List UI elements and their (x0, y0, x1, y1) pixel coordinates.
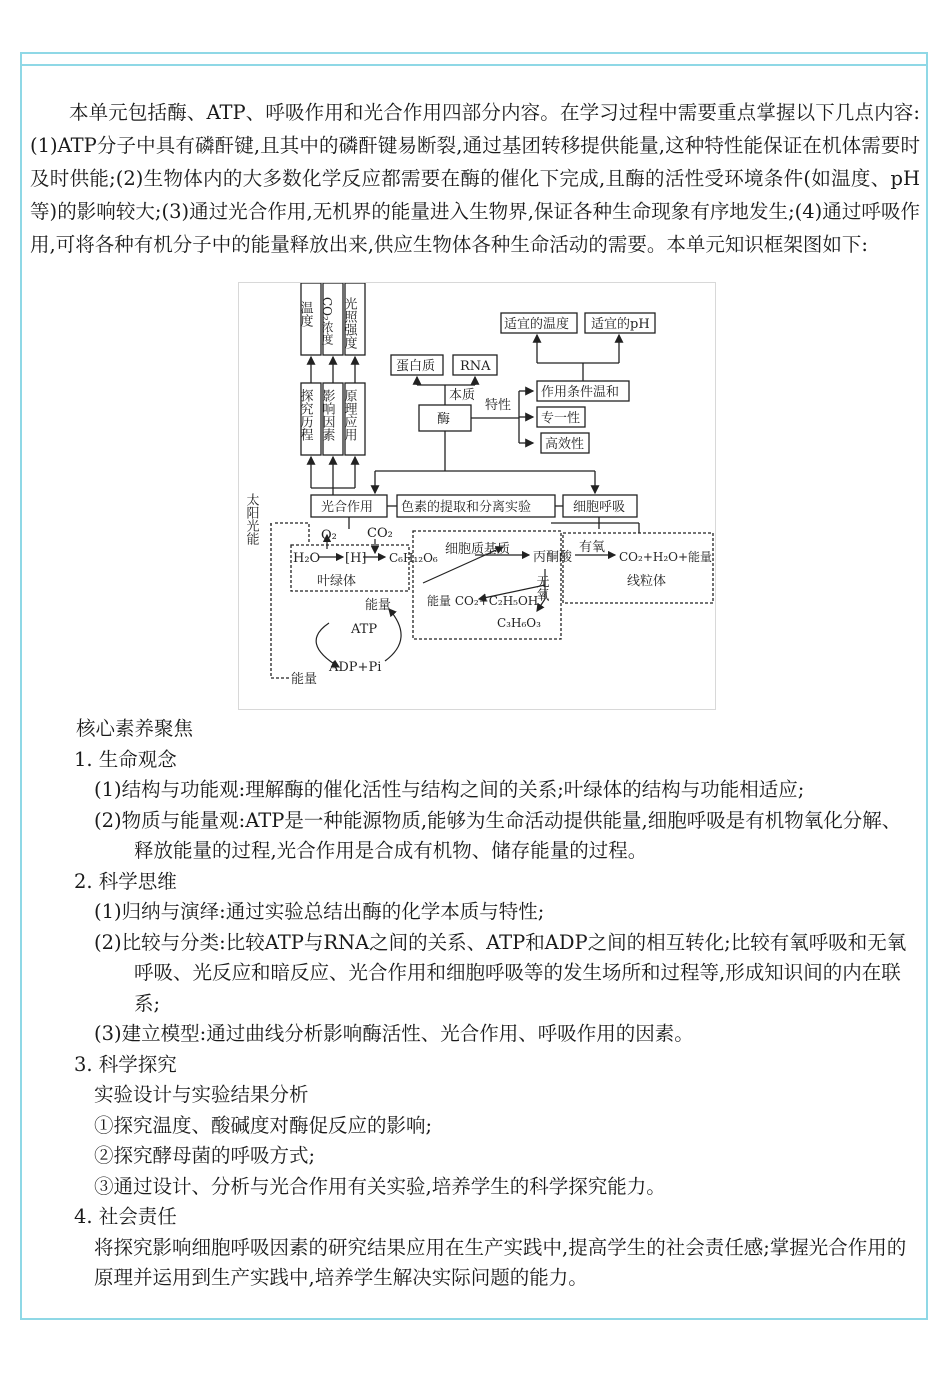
enzyme-label: 酶 (437, 412, 451, 427)
energy-bottom-label: 能量 (291, 672, 318, 687)
principle-app-label: 原理应用 (341, 389, 357, 441)
section-4-heading: 4. 社会责任 (74, 1205, 177, 1228)
lactic-label: C₃H₆O₃ (497, 616, 541, 630)
energy-ethanol-label: 能量 CO₂+C₂H₅OH (427, 594, 539, 608)
section-2-item-1: (1)归纳与演绎:通过实验总结出酶的化学本质与特性; (94, 900, 545, 923)
rna-label: RNA (460, 359, 491, 374)
cytoplasm-label: 细胞质基质 (445, 542, 511, 557)
energy-top-label: 能量 (365, 598, 392, 613)
section-3-subheading: 实验设计与实验结果分析 (94, 1083, 309, 1106)
section-4-text: 将探究影响细胞呼吸因素的研究结果应用在生产实践中,提高学生的社会责任感;掌握光合作用的原理并运用到生产实践中,培养学生解决实际问题的能力。 (94, 1235, 907, 1289)
intro-paragraph: 本单元包括酶、ATP、呼吸作用和光合作用四部分内容。在学习过程中需要重点掌握以下几点内容:(1)ATP分子中具有磷酐键,且其中的磷酐键易断裂,通过基团转移提供能量,这种特性能保证在机体需要时及时供能;(2)生物体内的大多数化学反应都需要在酶的催化下完成,且酶的活性受环境条件(如温度、pH等)的影响较大;(3)通过光合作用,无机界的能量进入生物界,保证各种生命现象有序地发生;(4)通过呼吸作用,可将各种有机分子中的能量释放出来,供应生物体各种生命活动的需要。本单元知识框架图如下: (30, 101, 920, 256)
knowledge-framework-diagram (238, 282, 716, 710)
pyruvate-label: 丙酮酸 (533, 550, 573, 565)
chloroplast-label: 叶绿体 (317, 574, 357, 589)
section-3-item-2: ②探究酵母菌的呼吸方式; (94, 1144, 316, 1167)
explore-history-label: 探究历程 (297, 389, 313, 441)
h2o-label: H₂O (293, 551, 321, 566)
efficient-label: 高效性 (545, 437, 585, 452)
glucose-label: C₆H₁₂O₆ (389, 551, 438, 565)
core-literacy-section (30, 714, 920, 1294)
anaerobic-label: 无氧 (533, 575, 549, 601)
intro-section (30, 96, 920, 261)
atp-label: ATP (351, 622, 378, 637)
section-1-item-2: (2)物质与能量观:ATP是一种能源物质,能够为生命活动提供能量,细胞呼吸是有机物氧化分解、释放能量的过程,光合作用是合成有机物、储存能量的过程。 (94, 808, 902, 862)
factor-temp-label: 温度 (297, 301, 313, 327)
factor-co2-label: CO₂浓度 (320, 297, 334, 345)
h-label: [H] (345, 551, 367, 566)
section-3-item-3: ③通过设计、分析与光合作用有关实验,培养学生的科学探究能力。 (94, 1174, 666, 1198)
pigment-exp-label: 色素的提取和分离实验 (401, 500, 532, 515)
core-title: 核心素养聚焦 (76, 717, 194, 740)
section-3-heading: 3. 科学探究 (74, 1052, 177, 1076)
section-3-item-1: ①探究温度、酸碱度对酶促反应的影响; (94, 1113, 433, 1137)
section-1-item-1: (1)结构与功能观:理解酶的催化活性与结构之间的关系;叶绿体的结构与功能相适应; (94, 778, 805, 801)
sunlight-label: 太阳光能 (243, 493, 259, 545)
characteristics-label: 特性 (485, 398, 512, 413)
protein-label: 蛋白质 (396, 359, 436, 374)
co2-label: CO₂ (367, 526, 393, 541)
suitable-temp-label: 适宜的温度 (504, 317, 570, 332)
respiration-label: 细胞呼吸 (573, 500, 626, 515)
suitable-ph-label: 适宜的pH (591, 317, 650, 332)
mitochondria-label: 线粒体 (627, 574, 667, 589)
section-2-item-3: (3)建立模型:通过曲线分析影响酶活性、光合作用、呼吸作用的因素。 (94, 1022, 694, 1045)
aerobic-products-label: CO₂+H₂O+能量 (619, 550, 713, 564)
adp-label: ADP+Pi (329, 660, 382, 675)
photosynthesis-label: 光合作用 (321, 500, 374, 515)
influence-factors-label: 影响因素 (319, 389, 335, 441)
section-2-item-2: (2)比较与分类:比较ATP与RNA之间的关系、ATP和ADP之间的相互转化;比较有氧呼吸和无氧呼吸、光反应和暗反应、光合作用和细胞呼吸等的发生场所和过程等,形成知识间的内在联系; (94, 930, 907, 1015)
section-1-heading: 1. 生命观念 (74, 747, 177, 771)
mild-label: 作用条件温和 (541, 385, 620, 400)
nature-label: 本质 (449, 388, 476, 403)
factor-light-label: 光照强度 (341, 297, 357, 349)
o2-label: O₂ (321, 528, 337, 543)
specific-label: 专一性 (541, 411, 581, 426)
section-2-heading: 2. 科学思维 (74, 869, 177, 893)
aerobic-label: 有氧 (579, 540, 606, 555)
